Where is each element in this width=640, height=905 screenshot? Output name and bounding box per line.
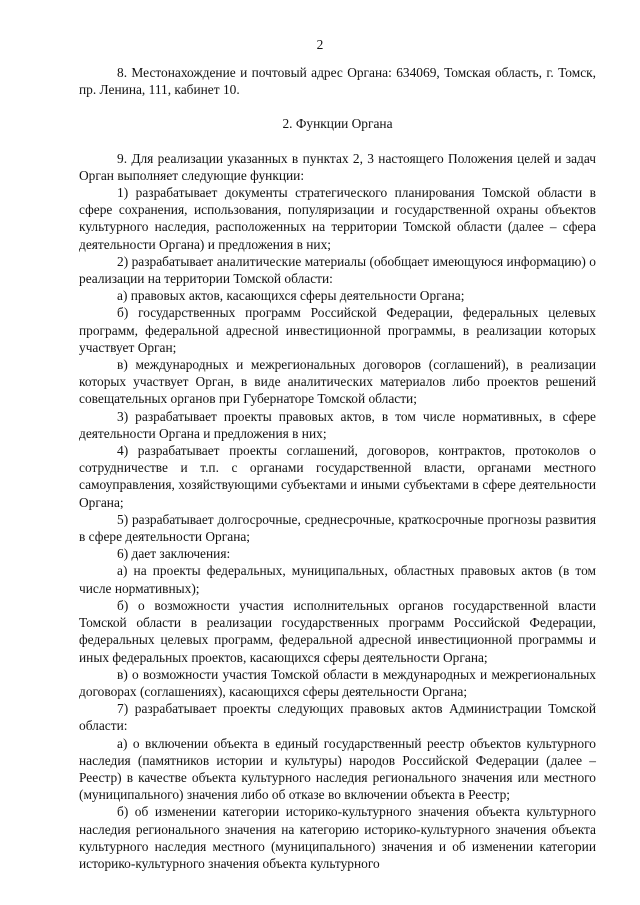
paragraph-location: 8. Местонахождение и почтовый адрес Органа: 634069, Томская область, г. Томск, пр. Ленина, 111, кабинет 10. xyxy=(79,65,596,98)
paragraph: 3) разрабатывает проекты правовых актов, в том числе нормативных, в сфере деятельности Органа и предложения в них; xyxy=(79,408,596,441)
section-title: 2. Функции Органа xyxy=(282,116,393,132)
paragraph: б) государственных программ Российской Федерации, федеральных целевых программ, федеральной адресной инвестиционной программы, в реализации которых участвует Орган; xyxy=(79,305,596,355)
paragraph: 7) разрабатывает проекты следующих правовых актов Администрации Томской области: xyxy=(79,701,596,734)
paragraph: б) о возможности участия исполнительных органов государственной власти Томской области в реализации государственных программ Российской Федерации, федеральных целевых программ, федеральной адресной инвестиционной программы и иных федеральных проектов, касающихся сферы деятельности Органа; xyxy=(79,597,596,665)
paragraph: 2) разрабатывает аналитические материалы (обобщает имеющуюся информацию) о реализации на территории Томской области: xyxy=(79,253,596,287)
paragraph: 9. Для реализации указанных в пунктах 2, 3 настоящего Положения целей и задач Орган выполняет следующие функции: xyxy=(79,150,596,183)
paragraph: в) о возможности участия Томской области в международных и межрегиональных договорах (соглашениях), касающихся сферы деятельности Органа; xyxy=(79,666,596,699)
document-body xyxy=(79,64,596,872)
paragraph: а) на проекты федеральных, муниципальных, областных правовых актов (в том числе нормативных); xyxy=(79,563,596,596)
paragraph: в) международных и межрегиональных договоров (соглашений), в реализации которых участвует Орган, в виде аналитических материалов либо проектов решений совещательных органов при Губернаторе Томской области; xyxy=(79,357,596,407)
paragraph: б) об изменении категории историко-культурного значения объекта культурного наследия регионального значения на категорию историко-культурного значения объекта культурного наследия местного (муниципального) значения и об изменении категории историко-культурного значения объекта культурного xyxy=(79,804,596,871)
paragraph: 6) дает заключения: xyxy=(117,546,231,562)
page-number: 2 xyxy=(316,37,324,52)
paragraph: а) правовых актов, касающихся сферы деятельности Органа; xyxy=(117,288,465,304)
paragraph: 4) разрабатывает проекты соглашений, договоров, контрактов, протоколов о сотрудничестве и т.п. с органами государственной власти, органами местного самоуправления, хозяйствующими субъектами и иными субъектами в сфере деятельности Органа; xyxy=(79,443,596,510)
paragraph: 5) разрабатывает долгосрочные, среднесрочные, краткосрочные прогнозы развития в сфере деятельности Органа; xyxy=(79,511,596,545)
paragraph: а) о включении объекта в единый государственный реестр объектов культурного наследия (памятников истории и культуры) народов Российской Федерации (далее – Реестр) в качестве объекта культурного наследия регионального значения или местного (муниципального) значения либо об отказе во включении объекта в Реестр; xyxy=(79,735,596,803)
paragraph: 1) разрабатывает документы стратегического планирования Томской области в сфере сохранения, использования, популяризации и государственной охраны объектов культурного наследия, расположенных на территории Томской области (далее – сфера деятельности Органа) и предложения в них; xyxy=(79,185,596,252)
